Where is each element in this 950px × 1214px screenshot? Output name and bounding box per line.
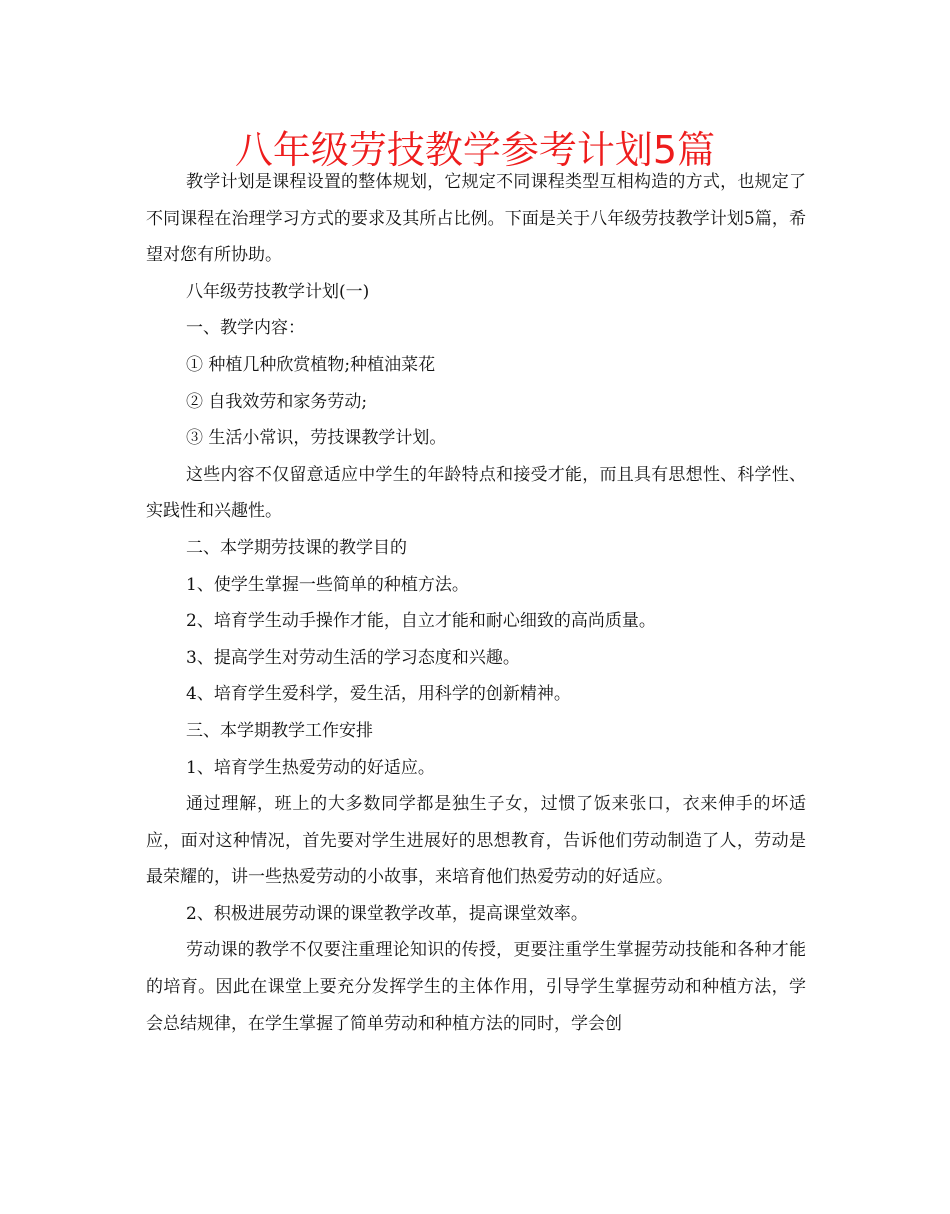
section-heading-goals: 二、本学期劳技课的教学目的 xyxy=(186,537,407,558)
intro-paragraph: 教学计划是课程设置的整体规划，它规定不同课程类型互相构造的方式，也规定了不同课程在治理学习方式的要求及其所占比例。下面是关于八年级劳技教学计划5篇，希望对您有所协助。 xyxy=(146,172,806,266)
document-body xyxy=(146,164,806,1042)
section-heading-arrangement: 三、本学期教学工作安排 xyxy=(186,720,373,741)
arrangement-paragraph-1: 通过理解，班上的大多数同学都是独生子女，过惯了饭来张口，衣来伸手的坏适应，面对这种情况，首先要对学生进展好的思想教育，告诉他们劳动制造了人，劳动是最荣耀的，讲一些热爱劳动的小故事，来培育他们热爱劳动的好适应。 xyxy=(146,794,806,888)
content-item-2: ② 自我效劳和家务劳动; xyxy=(186,391,368,412)
content-item-1: ① 种植几种欣赏植物;种植油菜花 xyxy=(186,354,436,375)
plan-heading: 八年级劳技教学计划(一) xyxy=(186,281,370,302)
goal-item-4: 4、培育学生爱科学，爱生活，用科学的创新精神。 xyxy=(186,684,571,705)
arrangement-item-2: 2、积极进展劳动课的课堂教学改革，提高课堂效率。 xyxy=(186,903,588,924)
arrangement-item-1: 1、培育学生热爱劳动的好适应。 xyxy=(186,757,435,778)
document-title: 八年级劳技教学参考计划5篇 xyxy=(234,128,716,172)
arrangement-paragraph-2: 劳动课的教学不仅要注重理论知识的传授，更要注重学生掌握劳动技能和各种才能的培育。因此在课堂上要充分发挥学生的主体作用，引导学生掌握劳动和种植方法，学会总结规律，在学生掌握了简单劳动和种植方法的同时，学会创 xyxy=(146,940,806,1034)
content-item-3: ③ 生活小常识，劳技课教学计划。 xyxy=(186,428,447,449)
goal-item-1: 1、使学生掌握一些简单的种植方法。 xyxy=(186,574,469,595)
goal-item-2: 2、培育学生动手操作才能，自立才能和耐心细致的高尚质量。 xyxy=(186,611,656,632)
goal-item-3: 3、提高学生对劳动生活的学习态度和兴趣。 xyxy=(186,647,520,668)
section-heading-content: 一、教学内容： xyxy=(186,318,305,339)
content-description-paragraph: 这些内容不仅留意适应中学生的年龄特点和接受才能，而且具有思想性、科学性、实践性和兴趣性。 xyxy=(146,464,806,522)
